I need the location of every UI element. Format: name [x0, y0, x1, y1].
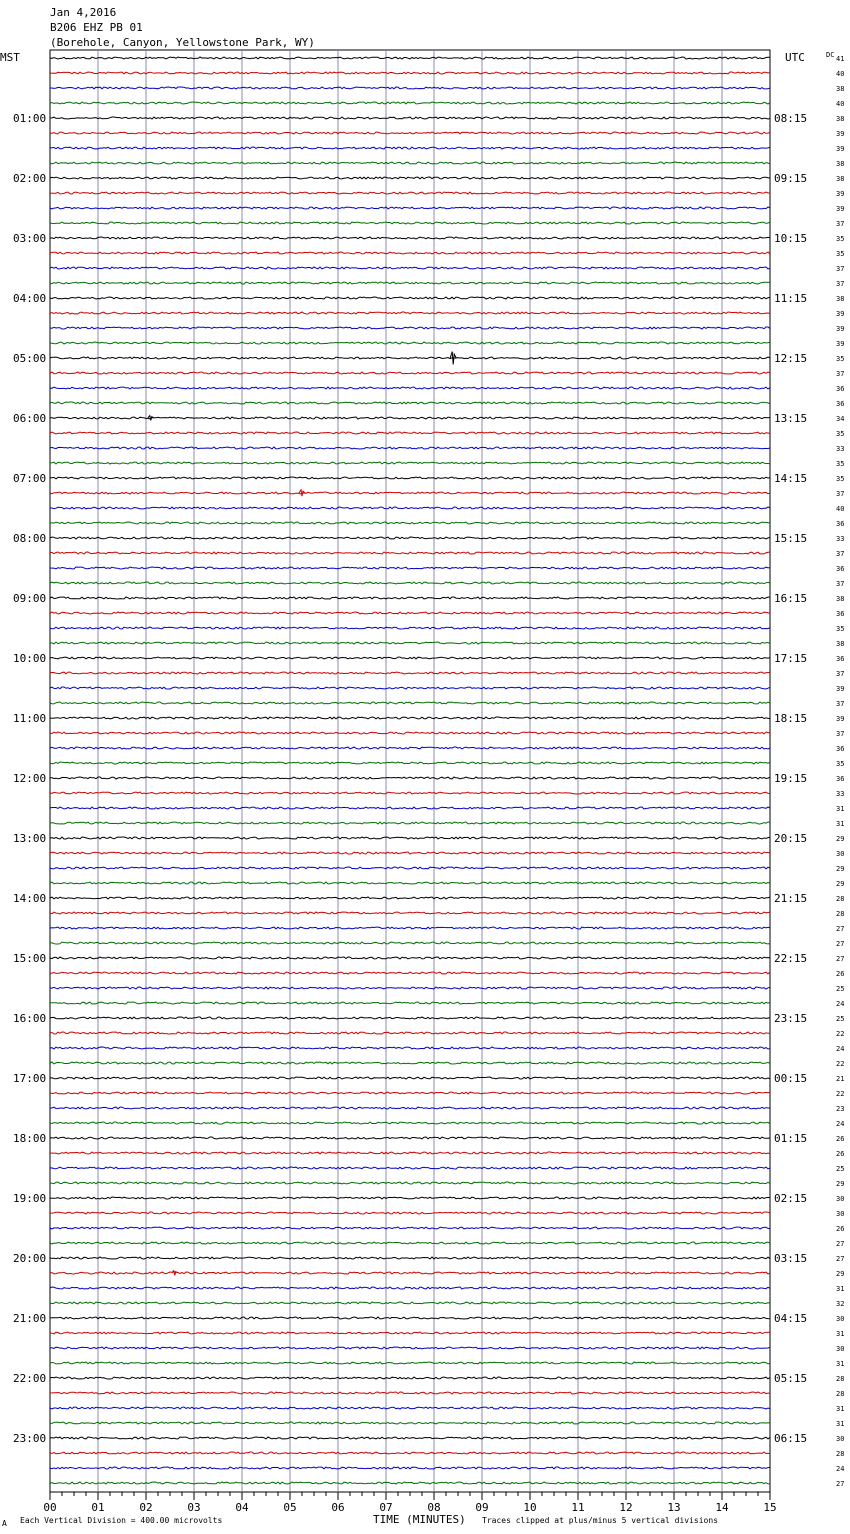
trace-79 [50, 1242, 770, 1244]
dc-offset-labels [836, 55, 844, 1488]
dc-value-58: 27 [836, 925, 845, 933]
dc-value-17: 39 [836, 310, 845, 318]
utc-label-2: 10:15 [774, 232, 808, 245]
dc-value-42: 39 [836, 685, 845, 693]
utc-label-1: 09:15 [774, 172, 808, 185]
mst-time-labels [13, 112, 46, 1445]
utc-zone-label: UTC [785, 51, 805, 64]
trace-36 [50, 597, 770, 599]
utc-label-9: 17:15 [774, 652, 808, 665]
mst-label-8: 09:00 [13, 592, 47, 605]
station-id: B206 EHZ PB 01 [50, 21, 143, 34]
dc-value-60: 27 [836, 955, 845, 963]
trace-55 [50, 882, 770, 884]
dc-value-57: 28 [836, 910, 845, 918]
dc-value-84: 30 [836, 1315, 845, 1323]
x-tick-label-14: 14 [715, 1501, 729, 1514]
dc-value-43: 37 [836, 700, 845, 708]
trace-27 [50, 462, 770, 464]
mst-label-18: 19:00 [13, 1192, 47, 1205]
trace-23 [50, 402, 770, 404]
trace-14 [50, 267, 770, 269]
dc-value-40: 36 [836, 655, 845, 663]
trace-18 [50, 327, 770, 329]
x-tick-label-9: 09 [475, 1501, 489, 1514]
utc-label-7: 15:15 [774, 532, 808, 545]
x-tick-label-5: 05 [283, 1501, 297, 1514]
dc-value-11: 37 [836, 220, 845, 228]
trace-67 [50, 1062, 770, 1064]
minute-grid [98, 50, 722, 1492]
trace-5 [50, 132, 770, 134]
trace-21 [50, 372, 770, 374]
dc-value-82: 31 [836, 1285, 845, 1293]
trace-33 [50, 552, 770, 554]
x-tick-label-3: 03 [187, 1501, 201, 1514]
dc-value-72: 26 [836, 1135, 845, 1143]
x-tick-label-1: 01 [91, 1501, 105, 1514]
dc-value-78: 26 [836, 1225, 845, 1233]
trace-80 [50, 1257, 770, 1259]
trace-6 [50, 147, 770, 149]
utc-label-18: 02:15 [774, 1192, 808, 1205]
x-tick-label-13: 13 [667, 1501, 681, 1514]
mst-label-11: 12:00 [13, 772, 47, 785]
dc-value-61: 26 [836, 970, 845, 978]
trace-7 [50, 162, 770, 164]
mst-label-20: 21:00 [13, 1312, 47, 1325]
utc-label-12: 20:15 [774, 832, 808, 845]
trace-30 [50, 507, 770, 509]
mst-label-1: 02:00 [13, 172, 47, 185]
record-date: Jan 4,2016 [50, 6, 117, 19]
trace-17 [50, 312, 770, 314]
trace-52 [50, 837, 770, 839]
dc-value-87: 31 [836, 1360, 845, 1368]
mst-label-17: 18:00 [13, 1132, 47, 1145]
dc-value-6: 39 [836, 145, 845, 153]
mst-label-10: 11:00 [13, 712, 47, 725]
dc-value-39: 38 [836, 640, 845, 648]
x-tick-label-6: 06 [331, 1501, 345, 1514]
utc-label-22: 06:15 [774, 1432, 808, 1445]
dc-value-35: 37 [836, 580, 845, 588]
trace-9 [50, 192, 770, 194]
dc-value-4: 38 [836, 115, 845, 123]
trace-38 [50, 627, 770, 629]
trace-78 [50, 1227, 770, 1229]
trace-53 [50, 852, 770, 854]
dc-value-54: 29 [836, 865, 845, 873]
mst-label-22: 23:00 [13, 1432, 47, 1445]
dc-value-37: 36 [836, 610, 845, 618]
trace-20 [50, 357, 770, 359]
dc-value-93: 28 [836, 1450, 845, 1458]
trace-62 [50, 987, 770, 989]
dc-value-8: 38 [836, 175, 845, 183]
mst-label-5: 06:00 [13, 412, 47, 425]
mst-label-19: 20:00 [13, 1252, 47, 1265]
dc-value-89: 28 [836, 1390, 845, 1398]
dc-value-15: 37 [836, 280, 845, 288]
utc-label-17: 01:15 [774, 1132, 808, 1145]
trace-34 [50, 567, 770, 569]
dc-value-12: 35 [836, 235, 845, 243]
dc-value-68: 21 [836, 1075, 845, 1083]
trace-57 [50, 912, 770, 914]
dc-value-83: 32 [836, 1300, 845, 1308]
dc-value-76: 30 [836, 1195, 845, 1203]
dc-value-77: 30 [836, 1210, 845, 1218]
trace-84 [50, 1317, 770, 1319]
dc-value-67: 22 [836, 1060, 845, 1068]
dc-value-1: 40 [836, 70, 845, 78]
trace-59 [50, 942, 770, 944]
dc-value-16: 38 [836, 295, 845, 303]
trace-95 [50, 1482, 770, 1484]
trace-13 [50, 252, 770, 254]
dc-value-21: 37 [836, 370, 845, 378]
trace-68 [50, 1077, 770, 1079]
trace-90 [50, 1407, 770, 1409]
dc-value-32: 33 [836, 535, 845, 543]
trace-32 [50, 537, 770, 539]
dc-value-3: 40 [836, 100, 845, 108]
mst-label-13: 14:00 [13, 892, 47, 905]
trace-88 [50, 1377, 770, 1379]
mst-label-9: 10:00 [13, 652, 47, 665]
trace-43 [50, 702, 770, 704]
plot-frame [50, 50, 770, 1492]
trace-19 [50, 342, 770, 344]
trace-2 [50, 87, 770, 89]
dc-value-0: 41 [836, 55, 845, 63]
dc-value-66: 24 [836, 1045, 845, 1053]
trace-1 [50, 72, 770, 74]
event-spike-3 [172, 1271, 178, 1276]
utc-label-20: 04:15 [774, 1312, 808, 1325]
utc-label-15: 23:15 [774, 1012, 808, 1025]
trace-44 [50, 717, 770, 719]
utc-label-21: 05:15 [774, 1372, 808, 1385]
dc-value-48: 36 [836, 775, 845, 783]
trace-12 [50, 237, 770, 239]
trace-85 [50, 1332, 770, 1334]
x-axis-title: TIME (MINUTES) [373, 1513, 466, 1526]
dc-value-47: 35 [836, 760, 845, 768]
dc-value-18: 39 [836, 325, 845, 333]
dc-value-71: 24 [836, 1120, 845, 1128]
utc-label-6: 14:15 [774, 472, 808, 485]
dc-value-34: 36 [836, 565, 845, 573]
trace-39 [50, 642, 770, 644]
trace-35 [50, 582, 770, 584]
mst-label-15: 16:00 [13, 1012, 47, 1025]
dc-value-70: 23 [836, 1105, 845, 1113]
trace-77 [50, 1212, 770, 1214]
dc-value-85: 31 [836, 1330, 845, 1338]
dc-value-94: 24 [836, 1465, 845, 1473]
utc-label-10: 18:15 [774, 712, 808, 725]
dc-value-79: 27 [836, 1240, 845, 1248]
trace-74 [50, 1167, 770, 1169]
mst-label-6: 07:00 [13, 472, 47, 485]
trace-54 [50, 867, 770, 869]
utc-label-3: 11:15 [774, 292, 808, 305]
trace-4 [50, 117, 770, 119]
trace-50 [50, 807, 770, 809]
mst-label-0: 01:00 [13, 112, 47, 125]
dc-value-45: 37 [836, 730, 845, 738]
trace-73 [50, 1152, 770, 1154]
trace-60 [50, 957, 770, 959]
dc-value-10: 39 [836, 205, 845, 213]
trace-69 [50, 1092, 770, 1094]
dc-value-29: 37 [836, 490, 845, 498]
utc-time-labels [774, 112, 807, 1445]
trace-8 [50, 177, 770, 179]
trace-3 [50, 102, 770, 104]
dc-value-25: 35 [836, 430, 845, 438]
mst-label-2: 03:00 [13, 232, 47, 245]
dc-value-31: 36 [836, 520, 845, 528]
mst-label-4: 05:00 [13, 352, 47, 365]
dc-value-26: 33 [836, 445, 845, 453]
trace-42 [50, 687, 770, 689]
dc-value-81: 29 [836, 1270, 845, 1278]
x-tick-label-7: 07 [379, 1501, 393, 1514]
dc-value-91: 31 [836, 1420, 845, 1428]
trace-0 [50, 57, 770, 59]
dc-value-74: 25 [836, 1165, 845, 1173]
dc-value-49: 33 [836, 790, 845, 798]
dc-value-95: 27 [836, 1480, 845, 1488]
utc-label-0: 08:15 [774, 112, 808, 125]
x-tick-label-8: 08 [427, 1501, 441, 1514]
trace-41 [50, 672, 770, 674]
dc-value-55: 29 [836, 880, 845, 888]
dc-value-46: 36 [836, 745, 845, 753]
dc-value-73: 26 [836, 1150, 845, 1158]
dc-label: DC [826, 51, 835, 59]
utc-label-4: 12:15 [774, 352, 808, 365]
trace-49 [50, 792, 770, 794]
trace-28 [50, 477, 770, 479]
trace-15 [50, 282, 770, 284]
trace-31 [50, 522, 770, 524]
dc-value-14: 37 [836, 265, 845, 273]
x-tick-label-11: 11 [571, 1501, 585, 1514]
mst-zone-label: MST [0, 51, 20, 64]
x-tick-label-4: 04 [235, 1501, 249, 1514]
trace-76 [50, 1197, 770, 1199]
trace-group [50, 57, 770, 1484]
utc-label-13: 21:15 [774, 892, 808, 905]
x-axis [43, 1492, 776, 1514]
trace-61 [50, 972, 770, 974]
dc-value-86: 30 [836, 1345, 845, 1353]
trace-56 [50, 897, 770, 899]
trace-94 [50, 1467, 770, 1469]
trace-91 [50, 1422, 770, 1424]
trace-22 [50, 387, 770, 389]
trace-72 [50, 1137, 770, 1139]
dc-value-65: 22 [836, 1030, 845, 1038]
trace-37 [50, 612, 770, 614]
dc-value-59: 27 [836, 940, 845, 948]
trace-29 [50, 492, 770, 494]
mst-label-16: 17:00 [13, 1072, 47, 1085]
trace-47 [50, 762, 770, 764]
mst-label-12: 13:00 [13, 832, 47, 845]
trace-87 [50, 1362, 770, 1364]
trace-24 [50, 417, 770, 419]
trace-65 [50, 1032, 770, 1034]
x-tick-label-2: 02 [139, 1501, 153, 1514]
trace-11 [50, 222, 770, 224]
dc-value-44: 39 [836, 715, 845, 723]
dc-value-33: 37 [836, 550, 845, 558]
dc-value-63: 24 [836, 1000, 845, 1008]
x-tick-label-15: 15 [763, 1501, 777, 1514]
dc-value-2: 38 [836, 85, 845, 93]
trace-26 [50, 447, 770, 449]
dc-value-27: 35 [836, 460, 845, 468]
utc-label-8: 16:15 [774, 592, 808, 605]
trace-40 [50, 657, 770, 659]
trace-16 [50, 297, 770, 299]
trace-83 [50, 1302, 770, 1304]
dc-value-64: 25 [836, 1015, 845, 1023]
dc-value-92: 30 [836, 1435, 845, 1443]
dc-value-51: 31 [836, 820, 845, 828]
mst-label-21: 22:00 [13, 1372, 47, 1385]
dc-value-30: 40 [836, 505, 845, 513]
trace-10 [50, 207, 770, 209]
dc-value-28: 35 [836, 475, 845, 483]
mst-label-7: 08:00 [13, 532, 47, 545]
dc-value-90: 31 [836, 1405, 845, 1413]
utc-label-14: 22:15 [774, 952, 808, 965]
mst-label-14: 15:00 [13, 952, 47, 965]
dc-value-7: 38 [836, 160, 845, 168]
trace-48 [50, 777, 770, 779]
dc-value-19: 39 [836, 340, 845, 348]
trace-75 [50, 1182, 770, 1184]
dc-value-50: 31 [836, 805, 845, 813]
dc-value-20: 35 [836, 355, 845, 363]
scale-note: Each Vertical Division = 400.00 microvolts [20, 1516, 223, 1525]
trace-46 [50, 747, 770, 749]
dc-value-88: 28 [836, 1375, 845, 1383]
dc-value-13: 35 [836, 250, 845, 258]
dc-value-53: 30 [836, 850, 845, 858]
clip-note: Traces clipped at plus/minus 5 vertical divisions [482, 1516, 719, 1525]
trace-86 [50, 1347, 770, 1349]
dc-value-56: 28 [836, 895, 845, 903]
dc-value-5: 39 [836, 130, 845, 138]
trace-25 [50, 432, 770, 434]
x-tick-label-12: 12 [619, 1501, 633, 1514]
trace-64 [50, 1017, 770, 1019]
utc-label-5: 13:15 [774, 412, 808, 425]
trace-58 [50, 927, 770, 929]
dc-value-24: 34 [836, 415, 845, 423]
dc-value-38: 35 [836, 625, 845, 633]
utc-label-11: 19:15 [774, 772, 808, 785]
trace-92 [50, 1437, 770, 1439]
dc-value-23: 36 [836, 400, 845, 408]
trace-70 [50, 1107, 770, 1109]
trace-93 [50, 1452, 770, 1454]
dc-value-80: 27 [836, 1255, 845, 1263]
trace-63 [50, 1002, 770, 1004]
trace-51 [50, 822, 770, 824]
dc-value-52: 29 [836, 835, 845, 843]
utc-label-16: 00:15 [774, 1072, 808, 1085]
dc-value-22: 36 [836, 385, 845, 393]
dc-value-69: 22 [836, 1090, 845, 1098]
dc-value-75: 29 [836, 1180, 845, 1188]
trace-82 [50, 1287, 770, 1289]
station-location: (Borehole, Canyon, Yellowstone Park, WY) [50, 36, 315, 49]
trace-71 [50, 1122, 770, 1124]
dc-value-41: 37 [836, 670, 845, 678]
trace-89 [50, 1392, 770, 1394]
trace-81 [50, 1272, 770, 1274]
utc-label-19: 03:15 [774, 1252, 808, 1265]
corner-mark: A [2, 1519, 7, 1528]
x-tick-label-0: 00 [43, 1501, 57, 1514]
trace-66 [50, 1047, 770, 1049]
dc-value-62: 25 [836, 985, 845, 993]
x-tick-label-10: 10 [523, 1501, 537, 1514]
dc-value-36: 38 [836, 595, 845, 603]
mst-label-3: 04:00 [13, 292, 47, 305]
dc-value-9: 39 [836, 190, 845, 198]
trace-45 [50, 732, 770, 734]
